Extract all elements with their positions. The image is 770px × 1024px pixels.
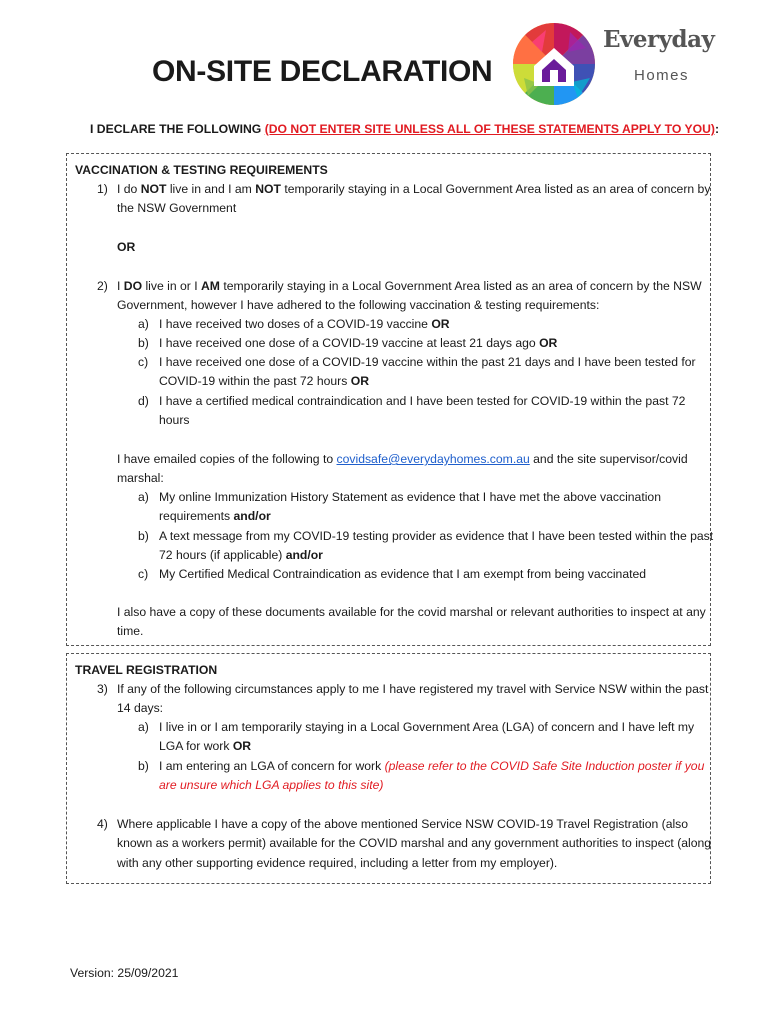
item-4: Where applicable I have a copy of the above mentioned Service NSW COVID-19 Travel Registration (also known as a workers permit) available for the COVID marshal and any government authorities to inspect (along with any other supporting evidence required, including a letter from my employer).: [117, 817, 712, 870]
sub-label: a): [138, 490, 149, 504]
vaccination-heading: VACCINATION & TESTING REQUIREMENTS: [75, 163, 328, 177]
item-1: I do NOT live in and I am NOT temporarily staying in a Local Government Area listed as an area of concern by the NSW Government: [117, 182, 711, 216]
travel-heading: TRAVEL REGISTRATION: [75, 663, 218, 677]
item-number: 4): [97, 817, 108, 831]
item-2: I DO live in or I AM temporarily staying in a Local Government Area listed as an area of concern by the NSW Government, however I have adhered to the following vaccination & testing requirements:: [117, 279, 702, 313]
sub-item: I have received one dose of a COVID-19 vaccine at least 21 days ago OR: [159, 336, 558, 350]
sub-label: a): [138, 317, 149, 331]
declaration-statement: I DECLARE THE FOLLOWING (DO NOT ENTER SITE UNLESS ALL OF THESE STATEMENTS APPLY TO YOU):: [90, 122, 720, 136]
covidsafe-email-link[interactable]: covidsafe@everydayhomes.com.au: [336, 452, 530, 466]
sub-label: c): [138, 355, 149, 369]
item-number: 3): [97, 682, 108, 696]
page-title: ON-SITE DECLARATION: [152, 55, 493, 88]
sub-label: b): [138, 759, 149, 773]
sub-item: I live in or I am temporarily staying in a Local Government Area (LGA) of concern and I have left my LGA for work OR: [159, 720, 695, 754]
logo-word-homes: Homes: [634, 67, 690, 84]
sub-item: I am entering an LGA of concern for work (please refer to the COVID Safe Site Induction poster if you are unsure which LGA applies to this site): [159, 759, 705, 793]
sub-item: I have a certified medical contraindication and I have been tested for COVID-19 within the past 72 hours: [159, 394, 686, 428]
emailed-copies-paragraph: I have emailed copies of the following to covidsafe@everydayhomes.com.au and the site supervisor/covid marshal:: [117, 452, 688, 486]
item-number: 2): [97, 279, 108, 293]
sub-label: d): [138, 394, 149, 408]
sub-label: b): [138, 529, 149, 543]
sub-item: I have received two doses of a COVID-19 vaccine OR: [159, 317, 450, 331]
copy-note: I also have a copy of these documents available for the covid marshal or relevant authorities to inspect at any time.: [117, 605, 706, 639]
item-number: 1): [97, 182, 108, 196]
or-divider: OR: [117, 240, 136, 254]
item-3: If any of the following circumstances apply to me I have registered my travel with Service NSW within the past 14 days:: [117, 682, 709, 716]
warning-text: (DO NOT ENTER SITE UNLESS ALL OF THESE STATEMENTS APPLY TO YOU): [264, 122, 715, 136]
sub-item: A text message from my COVID-19 testing provider as evidence that I have been tested within the past 72 hours (if applicable) and/or: [159, 529, 714, 563]
sub-label: c): [138, 567, 149, 581]
sub-item: My online Immunization History Statement as evidence that I have met the above vaccination requirements and/or: [159, 490, 661, 524]
everyday-homes-logo: [512, 22, 715, 106]
sub-label: a): [138, 720, 149, 734]
logo-word-everyday: Everyday: [603, 26, 715, 53]
sub-item: My Certified Medical Contraindication as evidence that I am exempt from being vaccinated: [159, 567, 647, 581]
sub-label: b): [138, 336, 149, 350]
version-label: Version: 25/09/2021: [70, 966, 179, 980]
poster-reference-note: (please refer to the COVID Safe Site Induction poster if you are unsure which LGA applies to this site): [159, 759, 705, 793]
house-logo-icon: [512, 22, 596, 106]
sub-item: I have received one dose of a COVID-19 vaccine within the past 21 days and I have been tested for COVID-19 within the past 72 hours OR: [159, 355, 696, 389]
